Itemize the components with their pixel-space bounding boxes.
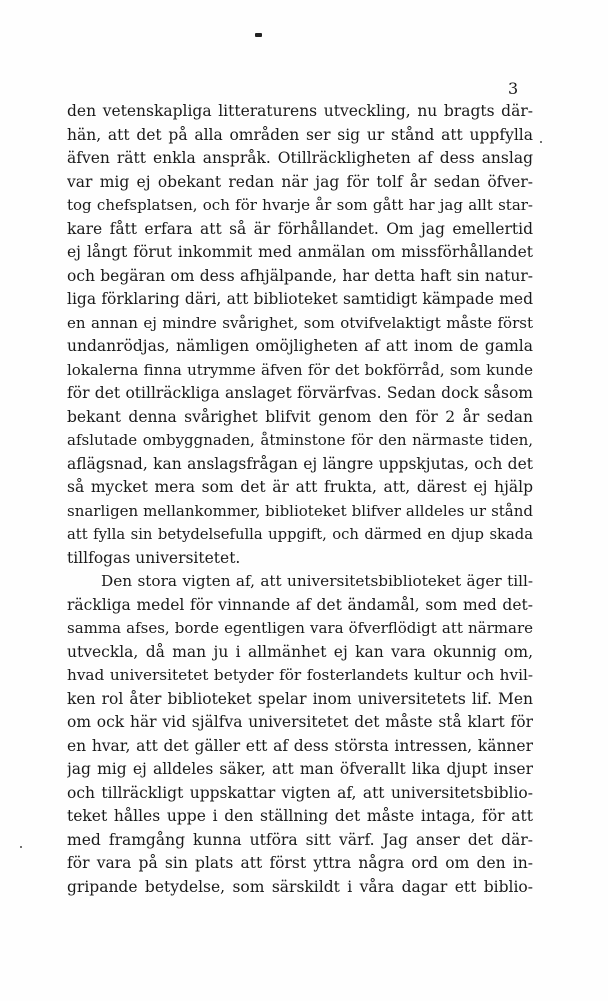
- text-line: samma afses, borde egentligen vara öfverflödigt att närmare: [67, 619, 533, 637]
- text-line: räckliga medel för vinnande af det ändamål, som med det-: [67, 595, 533, 614]
- text-line: aflägsnad, kan anslagsfrågan ej längre uppskjutas, och det: [67, 454, 533, 473]
- text-line: tog chefsplatsen, och för hvarje år som gått har jag allt star-: [67, 196, 533, 214]
- text-line: och tillräckligt uppskattar vigten af, att universitetsbiblio-: [67, 783, 533, 802]
- text-line: gripande betydelse, som särskildt i våra dagar ett biblio-: [67, 877, 533, 896]
- text-line: den vetenskapliga litteraturens utveckling, nu bragts där-: [67, 102, 533, 120]
- text-line: tillfogas universitetet.: [67, 548, 241, 567]
- text-line: jag mig ej alldeles säker, att man öfverallt lika djupt inser: [67, 760, 533, 778]
- paragraph-1: [67, 100, 533, 570]
- text-line: för vara på sin plats att först yttra några ord om den in-: [67, 854, 533, 872]
- page-number: 3: [508, 79, 519, 98]
- text-line: bekant denna svårighet blifvit genom den för 2 år sedan: [67, 407, 533, 426]
- text-line: teket hålles uppe i den ställning det måste intaga, för att: [67, 807, 533, 825]
- text-line: för det otillräckliga anslaget förvärfvas. Sedan dock såsom: [67, 384, 533, 402]
- body-text: [67, 100, 533, 899]
- text-line: så mycket mera som det är att frukta, att, därest ej hjälp: [67, 478, 533, 496]
- paragraph-2: [67, 570, 533, 899]
- text-line: ej långt förut inkommit med anmälan om missförhållandet: [67, 243, 533, 261]
- text-line: undanrödjas, nämligen omöjligheten af att inom de gamla: [67, 337, 533, 355]
- text-line: Den stora vigten af, att universitetsbiblioteket äger till-: [101, 572, 533, 590]
- text-line: liga förklaring däri, att biblioteket samtidigt kämpade med: [67, 290, 533, 308]
- text-line: hvad universitetet betyder för fosterlandets kultur och hvil-: [67, 666, 533, 684]
- text-line: en annan ej mindre svårighet, som otvifvelaktigt måste först: [67, 313, 533, 332]
- text-line: att fylla sin betydelsefulla uppgift, och därmed en djup skada: [67, 526, 533, 543]
- text-line: om ock här vid själfva universitetet det måste stå klart för: [67, 713, 533, 731]
- ink-mark: [255, 33, 262, 37]
- text-line: med framgång kunna utföra sitt värf. Jag anser det där-: [67, 830, 533, 849]
- text-line: afslutade ombyggnaden, åtminstone för den närmaste tiden,: [67, 431, 533, 449]
- text-line: snarligen mellankommer, biblioteket blifver alldeles ur stånd: [67, 501, 533, 520]
- text-line: kare fått erfara att så är förhållandet. Om jag emellertid: [67, 219, 533, 238]
- ink-speck: [20, 846, 22, 848]
- text-line: äfven rätt enkla anspråk. Otillräckligheten af dess anslag: [67, 149, 533, 167]
- text-line: utveckla, då man ju i allmänhet ej kan vara okunnig om,: [67, 642, 533, 661]
- text-line: hän, att det på alla områden ser sig ur stånd att uppfylla: [67, 125, 533, 144]
- text-line: och begäran om dess afhjälpande, har detta haft sin natur-: [67, 266, 533, 285]
- text-line: en hvar, att det gäller ett af dess största intressen, känner: [67, 736, 533, 755]
- text-line: lokalerna finna utrymme äfven för det bokförråd, som kunde: [67, 360, 533, 379]
- text-line: var mig ej obekant redan när jag för tolf år sedan öfver-: [67, 172, 533, 191]
- ink-speck: [540, 141, 542, 143]
- text-line: ken rol åter biblioteket spelar inom universitetets lif. Men: [67, 689, 533, 708]
